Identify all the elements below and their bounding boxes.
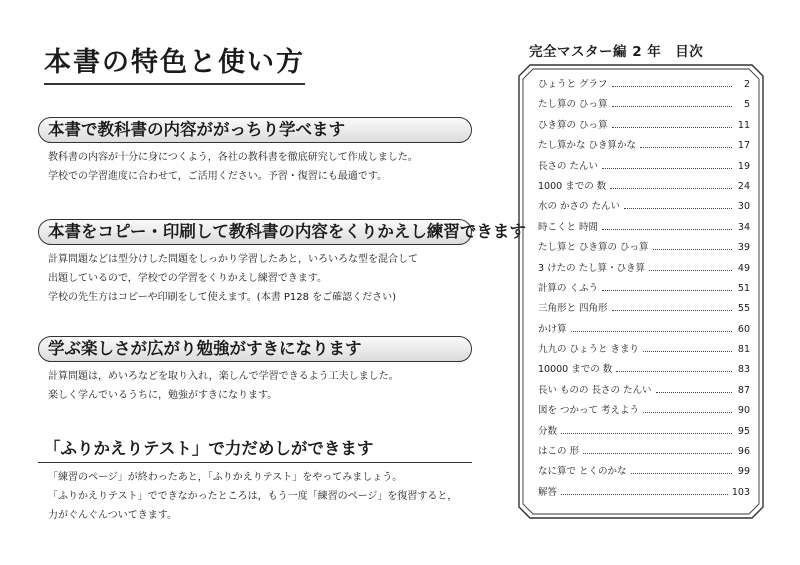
toc-leader-dots xyxy=(610,182,732,189)
toc-item xyxy=(538,219,750,239)
section-body xyxy=(48,468,472,525)
toc-item xyxy=(538,260,750,280)
toc-item-page: 55 xyxy=(737,303,750,315)
toc-leader-dots xyxy=(643,345,732,352)
toc-leader-dots xyxy=(561,427,732,434)
toc-item-label: はこの 形 xyxy=(538,446,580,458)
toc-item-label: 3 けたの たし算・ひき算 xyxy=(538,262,646,274)
toc-leader-dots xyxy=(653,243,732,250)
toc-leader-dots xyxy=(612,80,732,87)
toc-item-label: 時こくと 時間 xyxy=(538,221,599,233)
body-line: 計算問題は，めいろなどを取り入れ，楽しんで学習できるよう工夫しました。 xyxy=(48,371,399,382)
toc-item xyxy=(538,402,750,422)
toc-item-page: 5 xyxy=(743,99,750,111)
toc-leader-dots xyxy=(602,162,732,169)
body-line: 楽しく学んでいるうちに，勉強がすきになります。 xyxy=(48,390,278,401)
toc-item-page: 30 xyxy=(737,201,750,213)
toc-item-label: 図を つかって 考えよう xyxy=(538,405,640,417)
toc-item xyxy=(538,423,750,443)
toc-item xyxy=(538,321,750,341)
toc-leader-dots xyxy=(571,325,732,332)
toc-item-page: 90 xyxy=(737,405,750,417)
toc-leader-dots xyxy=(561,488,728,495)
toc-item-page: 96 xyxy=(737,446,750,458)
toc-item-page: 2 xyxy=(743,79,750,90)
toc-item-page: 11 xyxy=(737,119,750,131)
toc-heading: 完全マスター編 2 年 目次 xyxy=(529,44,704,60)
toc-item-page: 17 xyxy=(737,140,750,152)
toc-item-label: かけ算 xyxy=(538,323,567,335)
toc-leader-dots xyxy=(602,223,732,230)
toc-item-page: 103 xyxy=(731,486,750,498)
section-body xyxy=(48,250,472,307)
toc-item-label: 三角形と 四角形 xyxy=(538,303,608,315)
toc-leader-dots xyxy=(612,121,732,128)
toc-leader-dots xyxy=(649,264,732,271)
toc-item-page: 24 xyxy=(737,180,750,192)
section-heading: 「ふりかえりテスト」で力だめしができます xyxy=(38,437,472,463)
toc-item-page: 87 xyxy=(737,384,750,396)
toc-item-label: 分数 xyxy=(538,425,558,437)
toc-item xyxy=(538,198,750,218)
feature-section-2 xyxy=(38,219,526,307)
toc-item-label: 解答 xyxy=(538,486,558,498)
toc-leader-dots xyxy=(640,141,732,148)
toc-item-page: 49 xyxy=(737,262,750,274)
section-heading: 本書をコピー・印刷して教科書の内容をくりかえし練習できます xyxy=(38,219,472,245)
toc-item-page: 51 xyxy=(737,282,750,294)
toc-item-label: ひょうと グラフ xyxy=(538,79,608,90)
toc-leader-dots xyxy=(583,447,732,454)
toc-leader-dots xyxy=(602,284,732,291)
toc-leader-dots xyxy=(643,406,732,413)
toc-item xyxy=(538,158,750,178)
body-line: 学校での学習進度に合わせて，ご活用ください。予習・復習にも最適です。 xyxy=(48,171,387,182)
toc-item-label: 長い ものの 長さの たんい xyxy=(538,384,652,396)
body-line: 学校の先生方はコピーや印刷をして使えます。(本書 P128 をご確認ください) xyxy=(48,292,397,303)
toc-item xyxy=(538,178,750,198)
toc-item-page: 19 xyxy=(737,160,750,172)
toc-item xyxy=(538,463,750,483)
toc-item-page: 99 xyxy=(737,466,750,478)
section-heading: 学ぶ楽しさが広がり勉強がすきになります xyxy=(38,336,472,362)
toc-item-label: たし算かな ひき算かな xyxy=(538,140,637,152)
toc-item-label: 1000 までの 数 xyxy=(538,180,607,192)
toc-leader-dots xyxy=(624,202,732,209)
toc-item xyxy=(538,361,750,381)
body-line: 「練習のページ」が終わったあと，「ふりかえりテスト」をやってみましょう。 xyxy=(48,472,403,483)
toc-item xyxy=(538,239,750,259)
toc-item-label: 水の かさの たんい xyxy=(538,201,621,213)
toc-frame xyxy=(518,64,764,519)
toc-item xyxy=(538,382,750,402)
toc-item-label: ひき算の ひっ算 xyxy=(538,119,608,131)
toc-leader-dots xyxy=(612,100,732,107)
body-line: 出題しているので，学校での学習をくりかえし練習できます。 xyxy=(48,273,327,284)
section-heading: 本書で教科書の内容ががっちり学べます xyxy=(38,117,472,143)
toc-item-page: 83 xyxy=(737,364,750,376)
toc-item-page: 34 xyxy=(737,221,750,233)
toc-leader-dots xyxy=(612,304,732,311)
toc-item-page: 81 xyxy=(737,344,750,356)
feature-section-4 xyxy=(38,437,472,525)
toc-list xyxy=(538,76,750,504)
section-body xyxy=(48,148,472,186)
toc-item-label: なに算で とくのかな xyxy=(538,466,627,478)
toc-item-label: 10000 までの 数 xyxy=(538,364,613,376)
toc-item-label: 計算の くふう xyxy=(538,282,599,294)
toc-item xyxy=(538,137,750,157)
toc-item-label: 長さの たんい xyxy=(538,160,599,172)
page-title: 本書の特色と使い方 xyxy=(44,40,305,85)
toc-leader-dots xyxy=(616,365,732,372)
toc-item xyxy=(538,443,750,463)
body-line: 計算問題などは型分けした問題をしっかり学習したあと，いろいろな型を混合して xyxy=(48,254,418,265)
toc-item xyxy=(538,117,750,137)
toc-item-page: 60 xyxy=(737,323,750,335)
toc-item-label: たし算の ひっ算 xyxy=(538,99,608,111)
toc-item xyxy=(538,96,750,116)
toc-item xyxy=(538,76,750,96)
toc-item xyxy=(538,280,750,300)
toc-item-label: たし算と ひき算の ひっ算 xyxy=(538,242,649,254)
toc-leader-dots xyxy=(656,386,732,393)
toc-item xyxy=(538,484,750,504)
toc-item xyxy=(538,300,750,320)
body-line: 「ふりかえりテスト」でできなかったところは，もう一度「練習のページ」を復習すると， xyxy=(48,491,458,502)
toc-item-label: 九九の ひょうと きまり xyxy=(538,344,640,356)
toc-item-page: 39 xyxy=(737,242,750,254)
feature-section-3 xyxy=(38,336,472,405)
body-line: 力がぐんぐんついてきます。 xyxy=(48,510,177,521)
body-line: 教科書の内容が十分に身につくよう，各社の教科書を徹底研究して作成しました。 xyxy=(48,152,418,163)
toc-leader-dots xyxy=(631,467,732,474)
feature-section-1 xyxy=(38,117,472,186)
toc-item xyxy=(538,341,750,361)
toc-item-page: 95 xyxy=(737,425,750,437)
section-body xyxy=(48,367,472,405)
